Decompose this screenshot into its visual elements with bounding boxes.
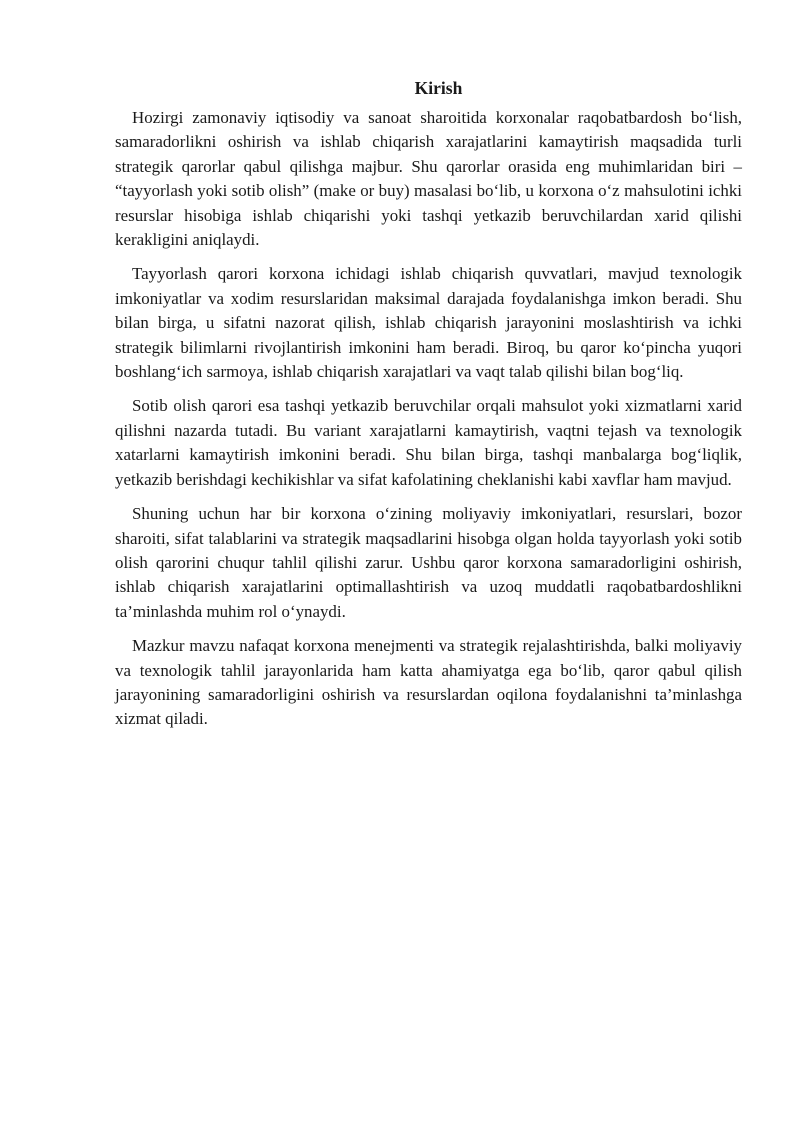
- paragraph-2: Tayyorlash qarori korxona ichidagi ishlab chiqarish quvvatlari, mavjud texnologik imkoniyatlar va xodim resurslaridan maksimal darajada foydalanishga imkon beradi. Shu bilan birga, u sifatni nazorat qilish, ishlab chiqarish jarayonini moslashtirish va ichki strategik bilimlarni rivojlantirish imkonini ham beradi. Biroq, bu qaror ko‘pincha yuqori boshlang‘ich sarmoya, ishlab chiqarish xarajatlari va vaqt talab qilishi bilan bog‘liq.: [115, 264, 742, 382]
- paragraph-5: Mazkur mavzu nafaqat korxona menejmenti va strategik rejalashtirishda, balki moliyaviy va texnologik tahlil jarayonlarida ham katta ahamiyatga ega bo‘lib, qaror qabul qilish jarayonining samaradorligini oshirish va resurslardan oqilona foydalanishni ta’minlashga xizmat qiladi.: [115, 636, 742, 729]
- paragraph-1: Hozirgi zamonaviy iqtisodiy va sanoat sharoitida korxonalar raqobatbardosh bo‘lish, samaradorlikni oshirish va ishlab chiqarish xarajatlarini kamaytirish maqsadida turli strategik qarorlar qabul qilishga majbur. Shu qarorlar orasida eng muhimlaridan biri – “tayyorlash yoki sotib olish” (make or buy) masalasi bo‘lib, u korxona o‘z mahsulotini ichki resurslar hisobiga ishlab chiqarishi yoki tashqi yetkazib beruvchilardan xarid qilishi kerakligini aniqlaydi.: [115, 108, 742, 250]
- paragraph-4: Shuning uchun har bir korxona o‘zining moliyaviy imkoniyatlari, resurslari, bozor sharoiti, sifat talablarini va strategik maqsadlarini hisobga olgan holda tayyorlash yoki sotib olish qarorini chuqur tahlil qilishi zarur. Ushbu qaror korxona samaradorligini oshirish, ishlab chiqarish xarajatlarini optimallashtirish va uzoq muddatli raqobatbardoshlikni ta’minlashda muhim rol o‘ynaydi.: [115, 504, 742, 621]
- paragraph-3: Sotib olish qarori esa tashqi yetkazib beruvchilar orqali mahsulot yoki xizmatlarni xarid qilishni nazarda tutadi. Bu variant xarajatlarni kamaytirish, vaqtni tejash va texnologik xatarlarni kamaytirish imkonini beradi. Shu bilan birga, tashqi manbalarga bog‘liqlik, yetkazib berishdagi kechikishlar va sifat kafolatining cheklanishi kabi xavflar ham mavjud.: [115, 396, 742, 489]
- document-title: Kirish: [414, 78, 463, 98]
- document-page: [115, 76, 742, 742]
